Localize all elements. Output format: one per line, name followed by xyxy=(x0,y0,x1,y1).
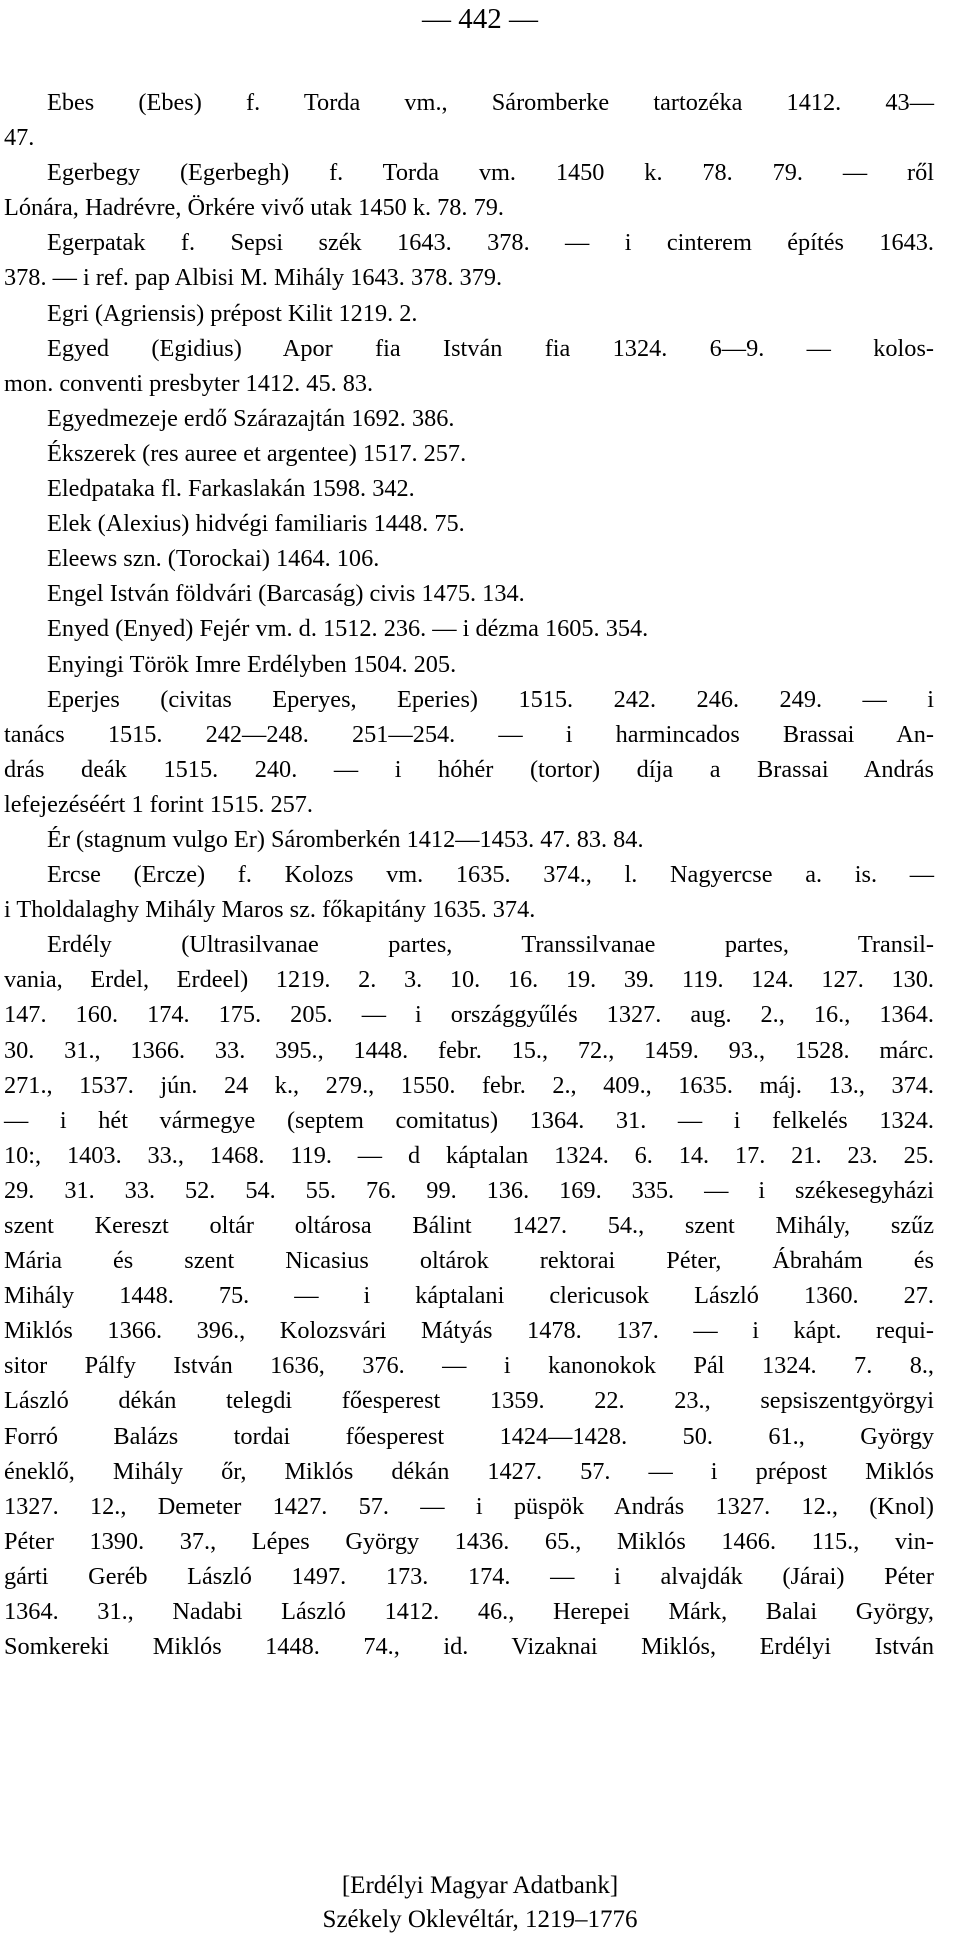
text-line: Ékszerek (res auree et argentee) 1517. 257. xyxy=(47,439,467,467)
text-line: Somkereki Miklós 1448. 74., id. Vizaknai Miklós, Erdélyi István xyxy=(4,1633,934,1661)
text-line: 30. 31., 1366. 33. 395., 1448. febr. 15., 72., 1459. 93., 1528. márc. xyxy=(4,1036,934,1064)
text-line: Enyed (Enyed) Fejér vm. d. 1512. 236. — i dézma 1605. 354. xyxy=(47,615,649,643)
text-line: Eledpataka fl. Farkaslakán 1598. 342. xyxy=(47,475,415,503)
text-line: éneklő, Mihály őr, Miklós dékán 1427. 57. — i prépost Miklós xyxy=(4,1457,934,1485)
text-line: Péter 1390. 37., Lépes György 1436. 65., Miklós 1466. 115., vin- xyxy=(4,1527,934,1555)
text-line: Miklós 1366. 396., Kolozsvári Mátyás 1478. 137. — i kápt. requi- xyxy=(4,1317,934,1345)
footer-title: Székely Oklevéltár, 1219–1776 xyxy=(322,1906,638,1933)
text-line: gárti Geréb László 1497. 173. 174. — i alvajdák (Járai) Péter xyxy=(4,1562,934,1590)
text-line: lefejezéséért 1 forint 1515. 257. xyxy=(4,790,313,818)
text-line: Egerbegy (Egerbegh) f. Torda vm. 1450 k. 78. 79. — ről xyxy=(47,159,934,187)
text-line: Enyingi Török Imre Erdélyben 1504. 205. xyxy=(47,650,457,678)
text-line: 47. xyxy=(4,124,35,152)
text-line: Ebes (Ebes) f. Torda vm., Sáromberke tartozéka 1412. 43— xyxy=(47,89,934,116)
text-line: Engel István földvári (Barcaság) civis 1475. 134. xyxy=(47,580,525,608)
text-line: vania, Erdel, Erdeel) 1219. 2. 3. 10. 16. 19. 39. 119. 124. 127. 130. xyxy=(4,966,934,994)
text-line: 271., 1537. jún. 24 k., 279., 1550. febr. 2., 409., 1635. máj. 13., 374. xyxy=(4,1071,934,1099)
text-line: 1364. 31., Nadabi László 1412. 46., Herepei Márk, Balai György, xyxy=(4,1598,934,1626)
text-line: mon. conventi presbyter 1412. 45. 83. xyxy=(4,369,374,397)
text-line: 1327. 12., Demeter 1427. 57. — i püspök András 1327. 12., (Knol) xyxy=(4,1492,934,1520)
text-line: 29. 31. 33. 52. 54. 55. 76. 99. 136. 169. 335. — i székesegyházi xyxy=(4,1176,934,1204)
footer-source: [Erdélyi Magyar Adatbank] xyxy=(341,1872,619,1899)
document-body xyxy=(4,85,934,1664)
text-line: Mária és szent Nicasius oltárok rektorai Péter, Ábrahám és xyxy=(4,1247,934,1275)
text-line: 378. — i ref. pap Albisi M. Mihály 1643. 378. 379. xyxy=(4,264,503,292)
text-line: Erdély (Ultrasilvanae partes, Transsilvanae partes, Transil- xyxy=(47,931,934,959)
text-line: 10:, 1403. 33., 1468. 119. — d káptalan 1324. 6. 14. 17. 21. 23. 25. xyxy=(4,1141,934,1169)
text-line: Eperjes (civitas Eperyes, Eperies) 1515. 242. 246. 249. — i xyxy=(47,685,934,713)
text-line: Ér (stagnum vulgo Er) Sáromberkén 1412—1453. 47. 83. 84. xyxy=(47,825,644,853)
text-line: tanács 1515. 242—248. 251—254. — i harmincados Brassai An- xyxy=(4,720,934,748)
text-line: Forró Balázs tordai főesperest 1424—1428. 50. 61., György xyxy=(4,1422,934,1450)
page-number: — 442 — xyxy=(422,3,538,35)
text-line: Lónára, Hadrévre, Örkére vivő utak 1450 k. 78. 79. xyxy=(4,194,504,222)
text-line: i Tholdalaghy Mihály Maros sz. főkapitány 1635. 374. xyxy=(4,896,536,924)
text-line: Egri (Agriensis) prépost Kilit 1219. 2. xyxy=(47,299,418,327)
text-line: szent Kereszt oltár oltárosa Bálint 1427. 54., szent Mihály, szűz xyxy=(4,1212,934,1239)
text-line: Egyedmezeje erdő Szárazajtán 1692. 386. xyxy=(47,404,455,432)
text-line: Elek (Alexius) hidvégi familiaris 1448. 75. xyxy=(47,510,465,538)
text-line: — i hét vármegye (septem comitatus) 1364. 31. — i felkelés 1324. xyxy=(4,1106,934,1134)
text-line: László dékán telegdi főesperest 1359. 22. 23., sepsiszentgyörgyi xyxy=(4,1387,934,1415)
text-line: Egerpatak f. Sepsi szék 1643. 378. — i cinterem építés 1643. xyxy=(47,229,934,257)
text-line: sitor Pálfy István 1636, 376. — i kanonokok Pál 1324. 7. 8., xyxy=(4,1352,934,1380)
text-line: Egyed (Egidius) Apor fia István fia 1324. 6—9. — kolos- xyxy=(47,334,934,362)
text-line: Mihály 1448. 75. — i káptalani clericusok László 1360. 27. xyxy=(4,1282,934,1310)
text-line: Ercse (Ercze) f. Kolozs vm. 1635. 374., l. Nagyercse a. is. — xyxy=(47,861,934,889)
text-line: 147. 160. 174. 175. 205. — i országgyűlés 1327. aug. 2., 16., 1364. xyxy=(4,1001,934,1029)
text-line: Eleews szn. (Torockai) 1464. 106. xyxy=(47,545,380,573)
text-line: drás deák 1515. 240. — i hóhér (tortor) díja a Brassai András xyxy=(4,755,934,783)
